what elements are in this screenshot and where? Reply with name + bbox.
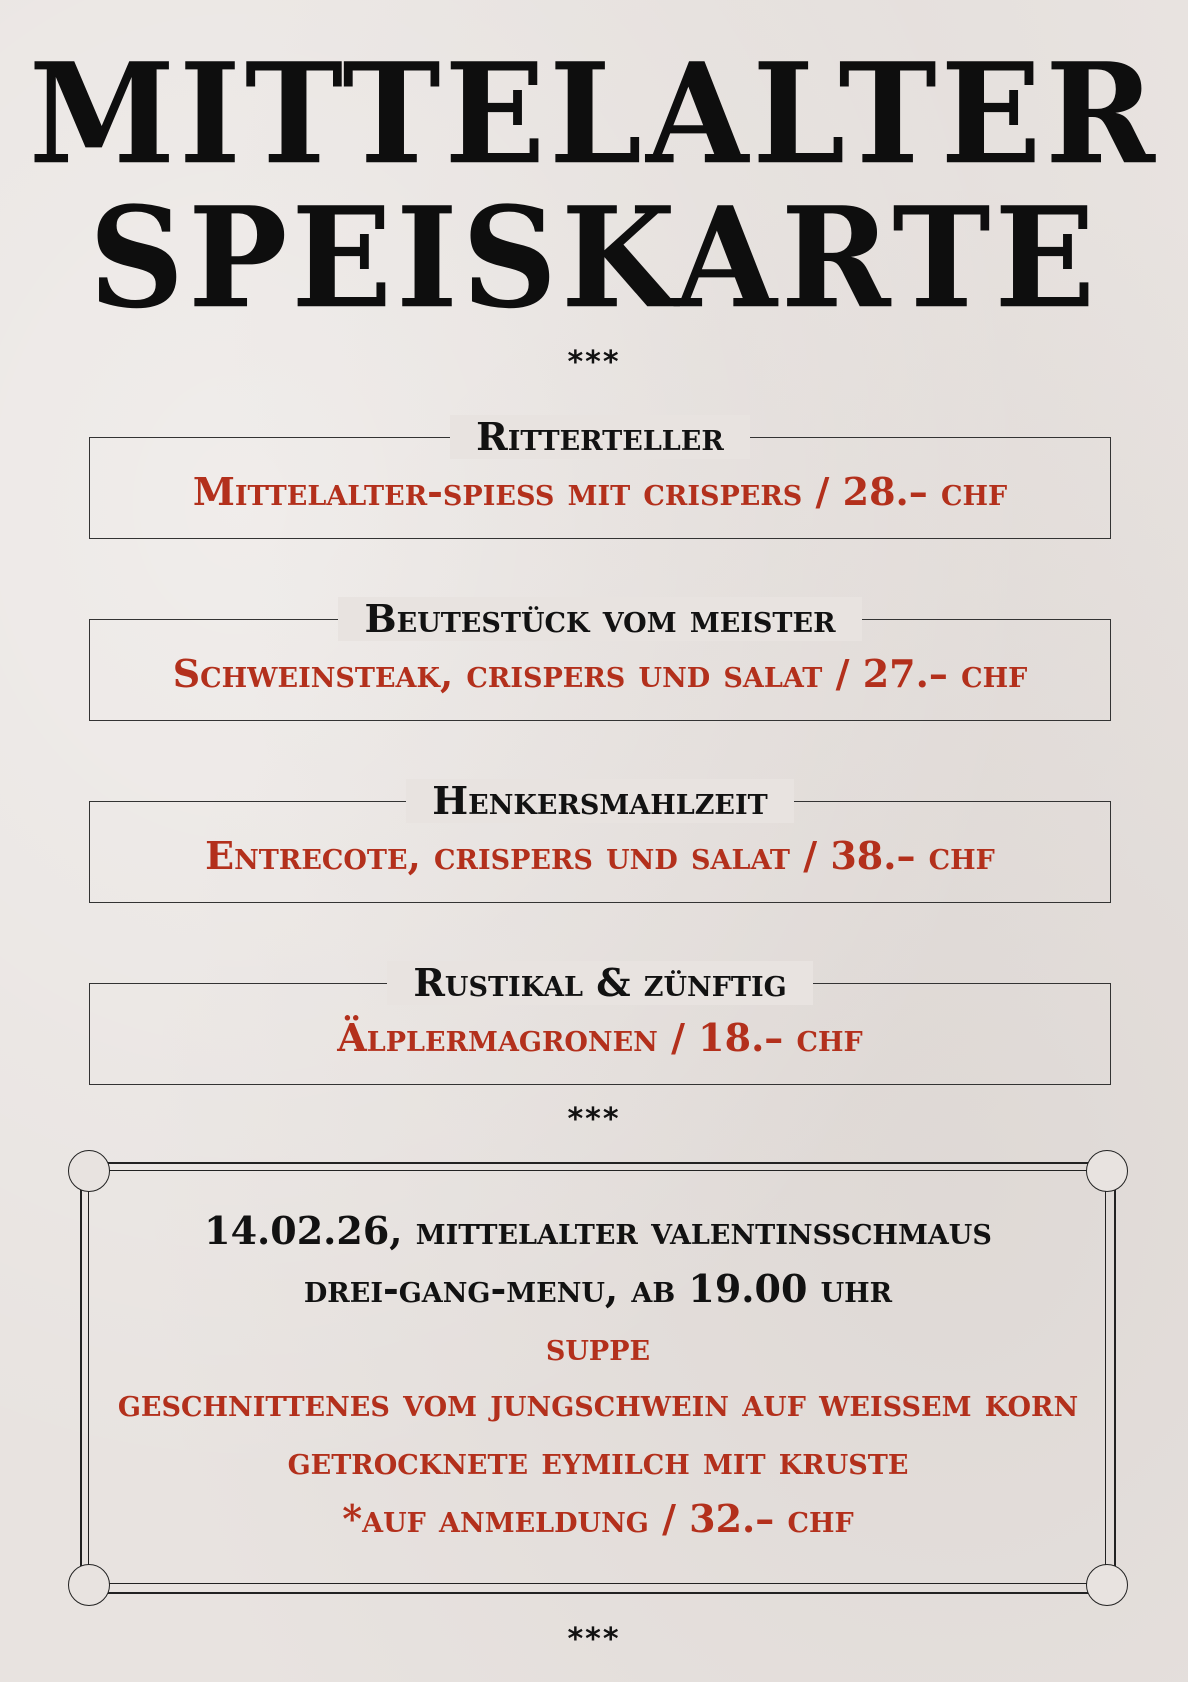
corner-ornament — [1086, 1150, 1128, 1192]
menu-title-line1: MITTELALTER — [28, 33, 1160, 196]
section-item: Schweinsteak, crispers und salat / 27.– chf — [172, 651, 1028, 696]
event-course-1: suppe — [545, 1324, 651, 1369]
divider-stars: *** — [567, 1622, 621, 1657]
corner-ornament — [68, 1150, 110, 1192]
section-heading: Rustikal & zünftig — [387, 961, 812, 1005]
menu-section-ritterteller — [89, 414, 1111, 539]
menu-section-beutestueck — [89, 596, 1111, 721]
menu-section-rustikal — [89, 960, 1111, 1085]
menu-section-henkersmahlzeit — [89, 778, 1111, 903]
event-note: *auf anmeldung / 32.– chf — [342, 1496, 854, 1541]
divider-stars: *** — [567, 345, 621, 380]
corner-ornament — [68, 1564, 110, 1606]
divider-stars: *** — [567, 1102, 621, 1137]
section-item: Entrecote, crispers und salat / 38.– chf — [205, 833, 995, 878]
event-subtitle: drei-gang-menu, ab 19.00 uhr — [303, 1266, 893, 1311]
corner-ornament — [1086, 1564, 1128, 1606]
event-course-2: geschnittenes vom jungschwein auf weissem korn — [117, 1380, 1079, 1425]
menu-title-line2: SPEISKARTE — [88, 177, 1100, 340]
event-title: 14.02.26, mittelalter valentinsschmaus — [204, 1208, 992, 1253]
section-heading: Henkersmahlzeit — [406, 779, 794, 823]
section-heading: Ritterteller — [450, 415, 750, 459]
section-heading: Beutestück vom meister — [338, 597, 861, 641]
section-item: Älplermagronen / 18.– chf — [337, 1015, 863, 1060]
section-item: Mittelalter-spiess mit crispers / 28.– chf — [192, 469, 1008, 514]
event-box — [80, 1162, 1116, 1594]
event-course-3: getrocknete eymilch mit kruste — [287, 1438, 909, 1483]
